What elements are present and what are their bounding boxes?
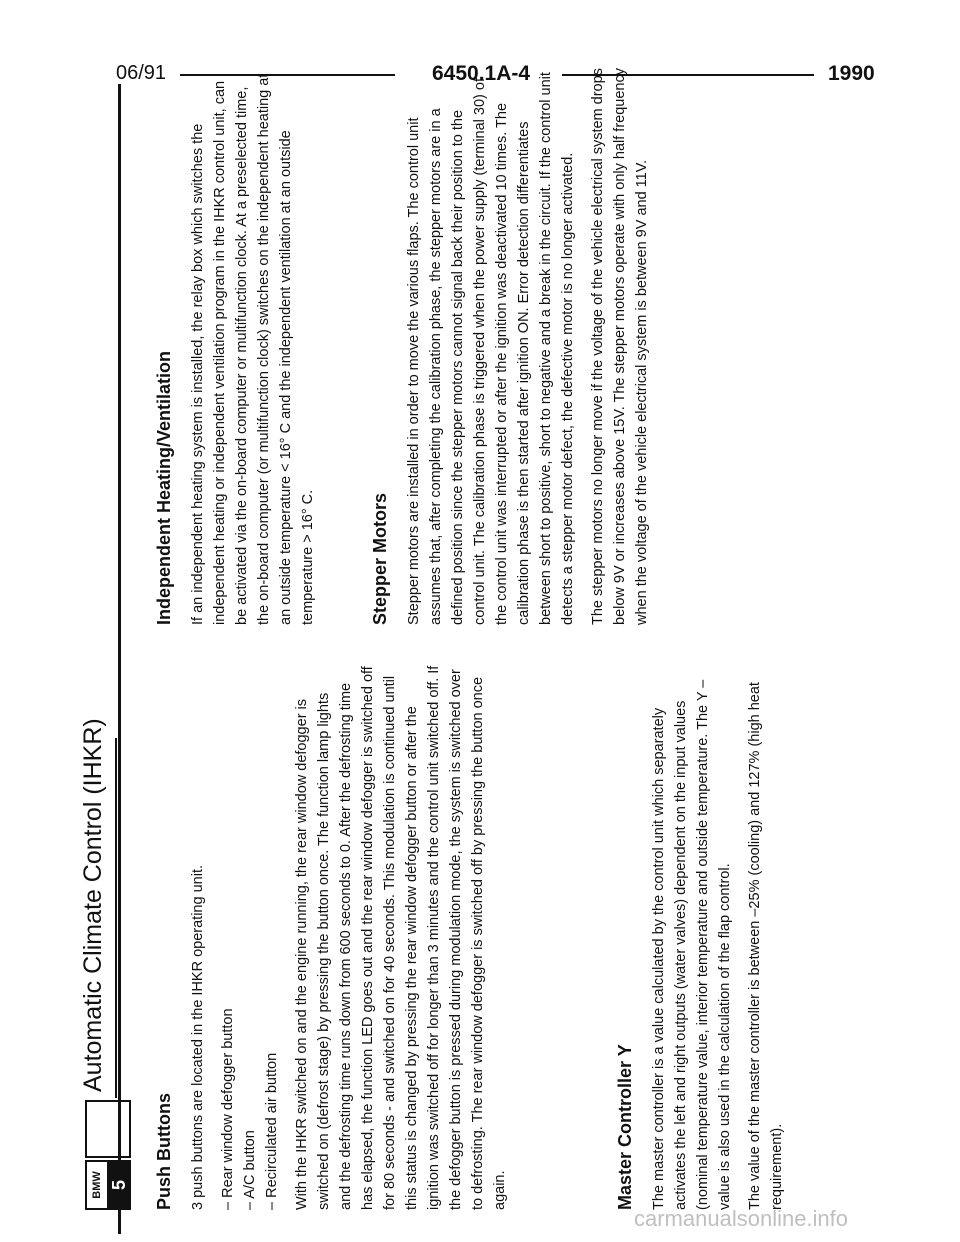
left-column (153, 665, 796, 1210)
stepper-motors-paragraph-1: Stepper motors are installed in order to move the various flaps. The control unit assumes that, after completing the calibration phase, the stepper motors are in a defined position since the stepper motors cannot signal back their position to the control unit. The calibration phase is triggered when the power supply (terminal 30) of the control unit was interrupted or after the ignition was deactivated 10 times. The calibration phase is then started after ignition ON. Error detection differentiates between short to positive, short to negative and a break in the circuit. If the control unit detects a stepper motor defect, the defective motor is no longer activated. (406, 72, 576, 625)
blank-logo-box (85, 1100, 131, 1158)
stepper-motors-heading: Stepper Motors (370, 492, 390, 625)
watermark: carmanualsonline.info (634, 1206, 849, 1231)
header-code: 6450.1A-4 (432, 62, 531, 85)
spacer (327, 65, 369, 625)
header-year: 1990 (828, 62, 875, 85)
rotated-page-content (65, 60, 905, 1210)
push-buttons-list (217, 665, 283, 1210)
push-buttons-paragraph: With the IHKR switched on and the engine running, the rear window defogger is switched on (defrost stage) by pressing the button once. The function lamp lights and the defrosting time runs down from 600 seconds to 0. After the defrosting time has elapsed, the function LED goes out and the rear window defogger is switched off for 80 seconds - and switched on for 40 seconds. This modulation is continued until this status is changed by pressing the rear window defogger button or after the ignition was switched off for longer than 3 minutes and the control unit switched off. If the defogger button is pressed during modulation mode, the system is switched over to defrosting. The rear window defogger is switched off by pressing the button once again. (294, 665, 508, 1210)
right-column (153, 65, 661, 625)
header-date: 06/91 (116, 62, 167, 84)
page-title: Automatic Climate Control (IHKR) (79, 718, 107, 1092)
bmw-logo (85, 1160, 131, 1210)
push-buttons-intro: 3 push buttons are located in the IHKR operating unit. (190, 865, 206, 1210)
master-controller-paragraph-1: The master controller is a value calculated by the control unit which separately activates the left and right outputs (water valves) dependent on the input values (nominal temperature value, interior temperature and outside temperature. The Y – value is also used in the calculation of the flap control. (651, 679, 733, 1210)
spacer (519, 665, 614, 1210)
list-item: – Rear window defogger button (220, 1008, 236, 1210)
list-item: – Recirculated air button (264, 1052, 280, 1210)
push-buttons-heading: Push Buttons (154, 1093, 174, 1210)
bmw-logo-series: 5 (109, 1162, 129, 1208)
independent-heating-paragraph: If an independent heating system is installed, the relay box which switches the independent heating or independent ventilation program in the IHKR control unit, can be activated via the on-board computer or multifunction clock. At a preselected time, the on-board computer (or multifunction clock) switches on the independent heating at an outside temperature < 16° C and the independent ventilation at an outside temperature > 16° C. (190, 73, 316, 625)
master-controller-heading: Master Controller Y (615, 1044, 635, 1210)
bmw-logo-brand: BMW (87, 1162, 109, 1208)
independent-heating-heading: Independent Heating/Ventilation (154, 350, 174, 625)
title-rule (115, 738, 117, 1098)
master-controller-paragraph-2: The value of the master controller is between –25% (cooling) and 127% (high heat requirement). (747, 682, 785, 1210)
list-item: – A/C button (242, 1130, 258, 1210)
stepper-motors-paragraph-2: The stepper motors no longer move if the voltage of the vehicle electrical system drops below 9V or increases above 15V. The stepper motors operate with only half frequency when the voltage of the vehicle electrical system is between 9V and 11V. (590, 68, 650, 625)
